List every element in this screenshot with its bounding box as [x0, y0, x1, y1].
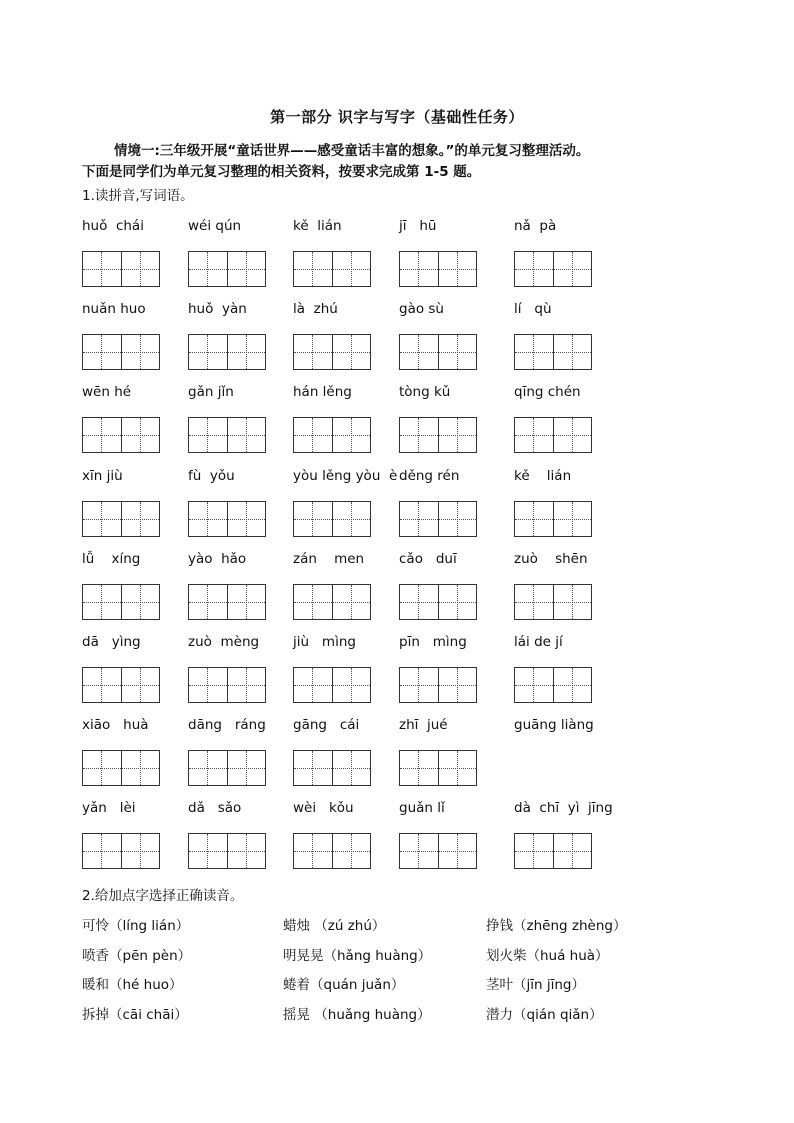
reading-choice-item[interactable]: 明晃晃（hǎng huàng）	[283, 948, 432, 964]
tian-zi-cell[interactable]	[227, 418, 265, 452]
pinyin-prompt: guǎn lǐ	[399, 800, 445, 816]
pinyin-prompt: tòng kǔ	[399, 384, 451, 400]
pinyin-prompt: cǎo duī	[399, 551, 457, 567]
writing-grid[interactable]	[82, 334, 160, 370]
tian-zi-cell[interactable]	[400, 502, 438, 536]
tian-zi-cell[interactable]	[400, 585, 438, 619]
writing-grid[interactable]	[82, 584, 160, 620]
tian-zi-cell[interactable]	[553, 418, 591, 452]
pinyin-prompt: yào hǎo	[188, 551, 247, 567]
tian-zi-cell[interactable]	[83, 502, 121, 536]
tian-zi-cell[interactable]	[332, 668, 370, 702]
tian-zi-cell[interactable]	[83, 585, 121, 619]
reading-choice-item[interactable]: 可怜（líng lián）	[82, 918, 190, 934]
pinyin-prompt: xīn jiù	[82, 468, 123, 484]
reading-choice-item[interactable]: 潜力（qián qiǎn）	[486, 1007, 603, 1023]
writing-grid[interactable]	[82, 833, 160, 869]
writing-grid[interactable]	[82, 667, 160, 703]
tian-zi-cell[interactable]	[553, 502, 591, 536]
pinyin-prompt: kě lián	[514, 468, 572, 484]
tian-zi-cell[interactable]	[121, 335, 159, 369]
writing-grid[interactable]	[188, 417, 266, 453]
intro-line-2: 下面是同学们为单元复习整理的相关资料，按要求完成第 1-5 题。	[82, 164, 481, 180]
tian-zi-cell[interactable]	[294, 418, 332, 452]
tian-zi-cell[interactable]	[332, 751, 370, 785]
tian-zi-cell[interactable]	[332, 252, 370, 286]
writing-grid[interactable]	[293, 750, 371, 786]
tian-zi-cell[interactable]	[438, 252, 476, 286]
tian-zi-cell[interactable]	[121, 668, 159, 702]
reading-choice-item[interactable]: 拆掉（cāi chāi）	[82, 1007, 188, 1023]
writing-grid[interactable]	[188, 334, 266, 370]
tian-zi-cell[interactable]	[294, 751, 332, 785]
question-2-label: 2.给加点字选择正确读音。	[82, 888, 244, 904]
tian-zi-cell[interactable]	[332, 335, 370, 369]
intro-line-1: 情境一:三年级开展“童话世界——感受童话丰富的想象。”的单元复习整理活动。	[114, 143, 590, 159]
tian-zi-cell[interactable]	[227, 751, 265, 785]
tian-zi-cell[interactable]	[553, 585, 591, 619]
pinyin-prompt: lí qù	[514, 301, 552, 317]
pinyin-prompt: dǎ sǎo	[188, 800, 242, 816]
pinyin-prompt: xiāo huà	[82, 717, 149, 733]
tian-zi-cell[interactable]	[189, 252, 227, 286]
writing-grid[interactable]	[293, 417, 371, 453]
tian-zi-cell[interactable]	[400, 335, 438, 369]
pinyin-prompt: zuò mèng	[188, 634, 260, 650]
writing-grid[interactable]	[293, 251, 371, 287]
pinyin-prompt: zhī jué	[399, 717, 448, 733]
tian-zi-cell[interactable]	[121, 751, 159, 785]
writing-grid[interactable]	[188, 750, 266, 786]
tian-zi-cell[interactable]	[438, 751, 476, 785]
tian-zi-cell[interactable]	[553, 252, 591, 286]
tian-zi-cell[interactable]	[83, 335, 121, 369]
page-title: 第一部分 识字与写字（基础性任务）	[270, 108, 524, 126]
pinyin-prompt: zán men	[293, 551, 365, 567]
tian-zi-cell[interactable]	[332, 585, 370, 619]
pinyin-prompt: pīn mìng	[399, 634, 467, 650]
tian-zi-cell[interactable]	[438, 418, 476, 452]
writing-grid[interactable]	[82, 750, 160, 786]
pinyin-prompt: gào sù	[399, 301, 444, 317]
tian-zi-cell[interactable]	[294, 502, 332, 536]
writing-grid[interactable]	[399, 334, 477, 370]
tian-zi-cell[interactable]	[294, 668, 332, 702]
tian-zi-cell[interactable]	[227, 502, 265, 536]
pinyin-prompt: wèi kǒu	[293, 800, 354, 816]
tian-zi-cell[interactable]	[515, 335, 553, 369]
writing-grid[interactable]	[514, 417, 592, 453]
reading-choice-item[interactable]: 暖和（hé huo）	[82, 977, 183, 993]
tian-zi-cell[interactable]	[515, 585, 553, 619]
tian-zi-cell[interactable]	[189, 335, 227, 369]
tian-zi-cell[interactable]	[83, 252, 121, 286]
tian-zi-cell[interactable]	[189, 502, 227, 536]
pinyin-prompt: lǚ xíng	[82, 551, 141, 567]
reading-choice-item[interactable]: 茎叶（jīn jīng）	[486, 977, 585, 993]
tian-zi-cell[interactable]	[515, 502, 553, 536]
writing-grid[interactable]	[188, 251, 266, 287]
tian-zi-cell[interactable]	[553, 834, 591, 868]
writing-grid[interactable]	[293, 584, 371, 620]
writing-grid[interactable]	[293, 334, 371, 370]
tian-zi-cell[interactable]	[515, 834, 553, 868]
tian-zi-cell[interactable]	[400, 834, 438, 868]
pinyin-prompt: dā yìng	[82, 634, 141, 650]
tian-zi-cell[interactable]	[227, 668, 265, 702]
pinyin-prompt: hán lěng	[293, 384, 352, 400]
writing-grid[interactable]	[399, 251, 477, 287]
writing-grid[interactable]	[514, 501, 592, 537]
pinyin-prompt: děng rén	[399, 468, 460, 484]
reading-choice-item[interactable]: 蜡烛 （zú zhú）	[283, 918, 386, 934]
tian-zi-cell[interactable]	[515, 668, 553, 702]
writing-grid[interactable]	[514, 833, 592, 869]
tian-zi-cell[interactable]	[227, 585, 265, 619]
tian-zi-cell[interactable]	[227, 252, 265, 286]
writing-grid[interactable]	[293, 667, 371, 703]
tian-zi-cell[interactable]	[515, 252, 553, 286]
tian-zi-cell[interactable]	[332, 502, 370, 536]
tian-zi-cell[interactable]	[332, 418, 370, 452]
pinyin-prompt: gǎn jǐn	[188, 384, 234, 400]
writing-grid[interactable]	[82, 251, 160, 287]
tian-zi-cell[interactable]	[438, 585, 476, 619]
tian-zi-cell[interactable]	[294, 585, 332, 619]
writing-grid[interactable]	[399, 750, 477, 786]
writing-grid[interactable]	[293, 833, 371, 869]
pinyin-prompt: nǎ pà	[514, 218, 557, 234]
pinyin-prompt: zuò shēn	[514, 551, 588, 567]
writing-grid[interactable]	[399, 417, 477, 453]
pinyin-prompt: wēn hé	[82, 384, 132, 400]
question-1-label: 1.读拼音,写词语。	[82, 188, 194, 204]
tian-zi-cell[interactable]	[189, 418, 227, 452]
pinyin-prompt: jī hū	[399, 218, 437, 234]
pinyin-prompt: guāng liàng	[514, 717, 594, 733]
reading-choice-item[interactable]: 喷香（pēn pèn）	[82, 948, 192, 964]
tian-zi-cell[interactable]	[121, 252, 159, 286]
pinyin-prompt: fù yǒu	[188, 468, 235, 484]
pinyin-prompt: yòu lěng yòu è	[293, 468, 398, 484]
tian-zi-cell[interactable]	[438, 335, 476, 369]
reading-choice-item[interactable]: 挣钱（zhēng zhèng）	[486, 918, 627, 934]
pinyin-prompt: huǒ chái	[82, 218, 144, 234]
pinyin-prompt: huǒ yàn	[188, 301, 247, 317]
tian-zi-cell[interactable]	[400, 751, 438, 785]
pinyin-prompt: là zhú	[293, 301, 338, 317]
writing-grid[interactable]	[399, 667, 477, 703]
writing-grid[interactable]	[514, 667, 592, 703]
writing-grid[interactable]	[399, 584, 477, 620]
writing-grid[interactable]	[82, 417, 160, 453]
pinyin-prompt: wéi qún	[188, 218, 242, 234]
writing-grid[interactable]	[399, 833, 477, 869]
tian-zi-cell[interactable]	[553, 668, 591, 702]
pinyin-prompt: dà chī yì jīng	[514, 800, 613, 816]
tian-zi-cell[interactable]	[189, 834, 227, 868]
writing-grid[interactable]	[514, 334, 592, 370]
reading-choice-item[interactable]: 蜷着（quán juǎn）	[283, 977, 405, 993]
tian-zi-cell[interactable]	[189, 585, 227, 619]
tian-zi-cell[interactable]	[438, 502, 476, 536]
reading-choice-item[interactable]: 摇晃 （huǎng huàng）	[283, 1007, 431, 1023]
writing-grid[interactable]	[293, 501, 371, 537]
writing-grid[interactable]	[188, 501, 266, 537]
tian-zi-cell[interactable]	[332, 834, 370, 868]
tian-zi-cell[interactable]	[83, 751, 121, 785]
tian-zi-cell[interactable]	[400, 252, 438, 286]
pinyin-prompt: qīng chén	[514, 384, 581, 400]
tian-zi-cell[interactable]	[438, 834, 476, 868]
writing-grid[interactable]	[188, 667, 266, 703]
tian-zi-cell[interactable]	[189, 668, 227, 702]
pinyin-prompt: lái de jí	[514, 634, 563, 650]
writing-grid[interactable]	[188, 833, 266, 869]
tian-zi-cell[interactable]	[438, 668, 476, 702]
tian-zi-cell[interactable]	[121, 834, 159, 868]
tian-zi-cell[interactable]	[553, 335, 591, 369]
tian-zi-cell[interactable]	[189, 751, 227, 785]
tian-zi-cell[interactable]	[400, 418, 438, 452]
tian-zi-cell[interactable]	[83, 418, 121, 452]
pinyin-prompt: dāng ráng	[188, 717, 266, 733]
tian-zi-cell[interactable]	[294, 834, 332, 868]
writing-grid[interactable]	[399, 501, 477, 537]
tian-zi-cell[interactable]	[515, 418, 553, 452]
tian-zi-cell[interactable]	[83, 668, 121, 702]
writing-grid[interactable]	[82, 501, 160, 537]
tian-zi-cell[interactable]	[400, 668, 438, 702]
tian-zi-cell[interactable]	[121, 502, 159, 536]
tian-zi-cell[interactable]	[121, 585, 159, 619]
writing-grid[interactable]	[514, 251, 592, 287]
tian-zi-cell[interactable]	[294, 335, 332, 369]
tian-zi-cell[interactable]	[121, 418, 159, 452]
reading-choice-item[interactable]: 划火柴（huá huà）	[486, 948, 609, 964]
pinyin-prompt: jiù mìng	[293, 634, 356, 650]
tian-zi-cell[interactable]	[83, 834, 121, 868]
writing-grid[interactable]	[514, 584, 592, 620]
tian-zi-cell[interactable]	[227, 834, 265, 868]
tian-zi-cell[interactable]	[227, 335, 265, 369]
tian-zi-cell[interactable]	[294, 252, 332, 286]
writing-grid[interactable]	[188, 584, 266, 620]
pinyin-prompt: yǎn lèi	[82, 800, 136, 816]
pinyin-prompt: kě lián	[293, 218, 342, 234]
pinyin-prompt: gāng cái	[293, 717, 360, 733]
pinyin-prompt: nuǎn huo	[82, 301, 146, 317]
